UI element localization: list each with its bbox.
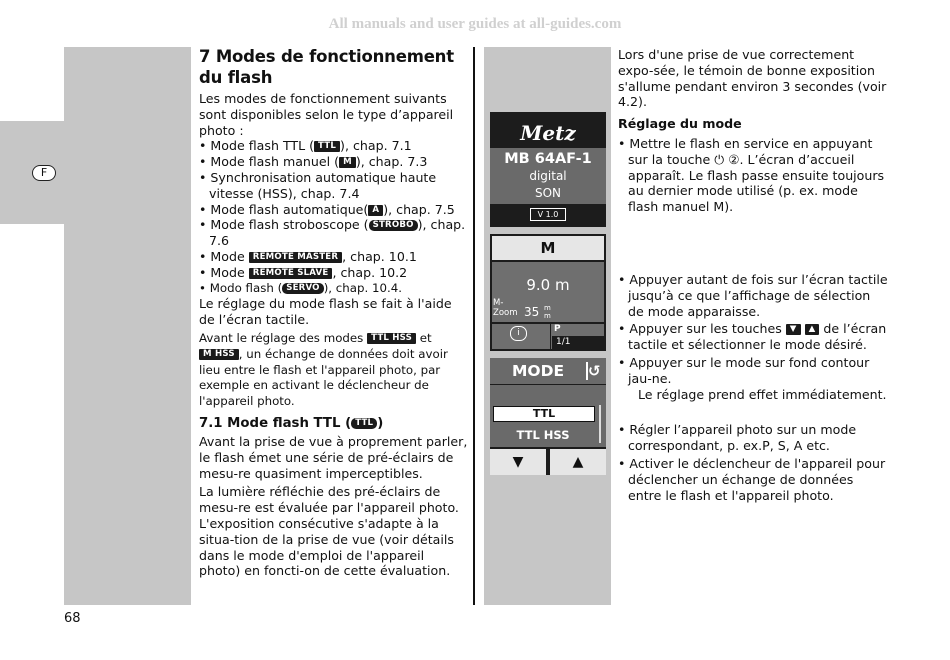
manual-mode-screen <box>490 234 606 351</box>
mode-selection-screen <box>490 358 606 475</box>
column-divider <box>473 47 475 605</box>
footer-separator <box>550 324 551 349</box>
up-arrow-icon: ▲ <box>550 449 606 475</box>
program-label: P <box>554 324 561 334</box>
screen-footer <box>492 324 604 349</box>
manual-mode-icon: M <box>339 157 356 168</box>
up-key-icon: ▲ <box>805 324 820 335</box>
zoom-value: 35 <box>524 305 540 319</box>
ttl-hss-icon: TTL HSS <box>367 333 416 344</box>
arrow-buttons <box>490 449 606 475</box>
mode-option-ttl-hss: TTL HSS <box>516 428 570 442</box>
mode-header <box>490 358 606 384</box>
touchscreen-note: Le réglage du mode flash se fait à l'aide de l’écran tactile. <box>199 296 452 328</box>
mode-item-servo: • Modo flash ( SERVO ), chap. 10.4. <box>199 280 402 295</box>
section-title: 7 Modes de fonctionnement du flash <box>199 47 454 87</box>
mode-item-hss: • Synchronisation automatique haute vitesse (HSS), chap. 7.4 <box>199 169 437 201</box>
servo-mode-icon: SERVO <box>282 283 323 294</box>
auto-mode-icon: A <box>368 205 383 216</box>
remote-slave-icon: REMOTE SLAVE <box>249 268 333 279</box>
right-column <box>618 47 888 505</box>
info-icon: i <box>510 326 527 341</box>
step-arrow-keys: • Appuyer sur les touches ▼ ▲ de l’écran tactile et sélectionner le mode désiré. <box>618 321 887 353</box>
power-icon: ⏻ <box>714 151 725 167</box>
ttl-paragraph-2: La lumière réfléchie des pré-éclairs de mesu-re est évaluée par l'appareil photo. L'exposition consécutive s'adapte à la situa-tion de la prise de vue (voir détails dans le mode d'emploi de l'appareil photo) en foncti-on de cette évaluation. <box>199 484 459 579</box>
left-column <box>199 46 469 579</box>
step-power-on: • Mettre le flash en service en appuyant sur la touche ⏻ ②. L’écran d’accueil apparaît. Le flash passe ensuite toujours au dernier mode utilisé (p. ex. mode flash manuel M). <box>618 135 885 215</box>
svg-text:Metz: Metz <box>520 121 576 145</box>
page-number: 68 <box>64 611 81 626</box>
left-margin-band <box>64 47 191 605</box>
step-activate-shutter: • Activer le déclencheur de l'appareil pour déclencher un échange de données entre le flash et l'appareil photo. <box>618 455 886 503</box>
list-scrollbar <box>599 405 601 443</box>
watermark: All manuals and user guides at all-guides.com <box>328 16 622 32</box>
model-line-system: SON <box>534 186 562 200</box>
step-tap-screen: • Appuyer autant de fois sur l’écran tactile jusqu’à ce que l’affichage de sélection de mode apparaisse. <box>618 271 888 319</box>
m-hss-icon: M HSS <box>199 349 239 360</box>
firmware-version: V 1.0 <box>530 208 566 221</box>
hss-note: Avant le réglage des modes TTL HSS et M HSS , un échange de données doit avoir lieu entre le flash et l'appareil photo, par exemple en activant le déclencheur de l'appareil photo. <box>199 330 448 409</box>
ttl-heading-icon: TTL <box>351 418 377 429</box>
mode-letter: M <box>540 239 556 257</box>
start-screen-illustration <box>490 112 606 227</box>
mode-item-ttl: • Mode flash TTL ( TTL ), chap. 7.1 <box>199 138 412 154</box>
mode-item-auto: • Mode flash automatique( A ), chap. 7.5 <box>199 201 455 217</box>
model-line-digital: digital <box>529 169 567 183</box>
metz-logo <box>490 114 606 150</box>
step-camera-mode: • Régler l’appareil photo sur un mode correspondant, p. ex.P, S, A etc. <box>618 422 857 454</box>
mode-item-strobo: • Mode flash stroboscope ( STROBO ), chap. 7.6 <box>199 217 466 249</box>
mode-option-ttl: TTL <box>493 406 595 422</box>
ttl-paragraph-1: Avant la prise de vue à proprement parler, le flash émet une série de pré-éclairs de mesu-re quasiment imperceptibles. <box>199 433 468 481</box>
page-indicator: 1/1 <box>552 336 604 349</box>
step-select-mode: • Appuyer sur le mode sur fond contour jau-ne. Le réglage prend effet immédiatement. <box>618 354 887 402</box>
zoom-label: M- Zoom <box>493 298 518 318</box>
model-name: MB 64AF-1 <box>504 151 592 167</box>
subsection-title: 7.1 Mode flash TTL ( TTL ) <box>199 415 384 431</box>
start-screen-info <box>490 148 606 204</box>
exposure-paragraph: Lors d'une prise de vue correctement expo-sée, le témoin de bonne exposition s'allume pendant environ 3 secondes (voir 4.2). <box>618 47 887 110</box>
language-badge: F <box>32 165 56 181</box>
down-key-icon: ▼ <box>786 324 801 335</box>
distance-value: 9.0 m <box>526 276 570 294</box>
ttl-mode-icon: TTL <box>314 141 340 152</box>
mode-item-remote-master: • Mode REMOTE MASTER , chap. 10.1 <box>199 248 417 264</box>
mode-list <box>490 385 606 447</box>
zoom-unit: m m <box>544 304 551 320</box>
distance-area <box>492 262 604 322</box>
down-arrow-icon: ▼ <box>490 449 546 475</box>
mode-indicator <box>492 236 604 260</box>
strobo-mode-icon: STROBO <box>369 220 418 231</box>
mode-item-manual: • Mode flash manuel ( M ), chap. 7.3 <box>199 154 428 170</box>
mode-item-remote-slave: • Mode REMOTE SLAVE , chap. 10.2 <box>199 264 408 280</box>
back-icon: ↺ <box>588 362 601 380</box>
intro-text: Les modes de fonctionnement suivants sont disponibles selon le type d’appareil photo : <box>199 91 454 138</box>
mode-setting-heading: Réglage du mode <box>618 116 742 132</box>
remote-master-icon: REMOTE MASTER <box>249 252 342 263</box>
mode-header-label: MODE <box>512 362 565 380</box>
